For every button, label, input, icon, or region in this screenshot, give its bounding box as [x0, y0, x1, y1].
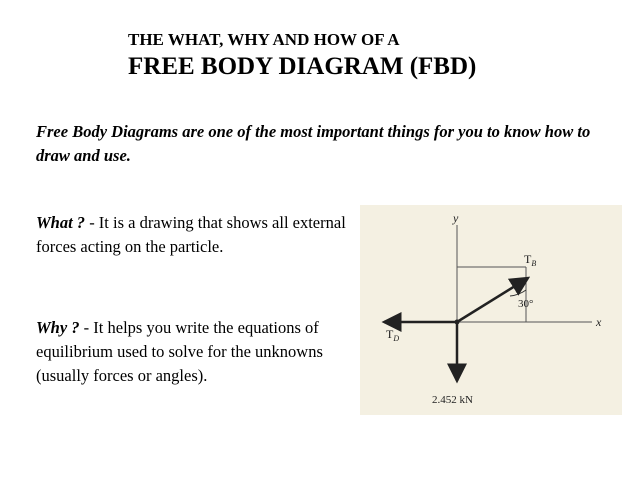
why-paragraph: [36, 316, 354, 388]
x-axis-label: x: [596, 315, 602, 329]
title-line-2: FREE BODY DIAGRAM (FBD): [128, 53, 477, 80]
angle-arc: [510, 290, 526, 296]
what-paragraph: [36, 211, 354, 259]
free-body-diagram: [360, 205, 622, 415]
angle-label: 30°: [518, 298, 534, 310]
what-term: What ?: [36, 213, 86, 232]
what-text: - It is a drawing that shows all external forces acting on the particle.: [36, 213, 346, 256]
free-body-diagram-figure: [360, 205, 622, 415]
title-line-1: THE WHAT, WHY AND HOW OF A: [128, 30, 400, 49]
force-td-label: $T_D$: [386, 327, 400, 343]
why-term: Why ?: [36, 318, 80, 337]
load-label: 2.452 kN: [432, 394, 473, 406]
intro-text: Free Body Diagrams are one of the most important things for you to know how to draw and use.: [36, 122, 591, 165]
why-text: - It helps you write the equations of equilibrium used to solve for the unknowns (usually forces or angles).: [36, 318, 323, 385]
y-axis-label: y: [453, 211, 459, 225]
force-tb-label: $T_B$: [524, 252, 537, 268]
particle-point: [455, 320, 460, 325]
